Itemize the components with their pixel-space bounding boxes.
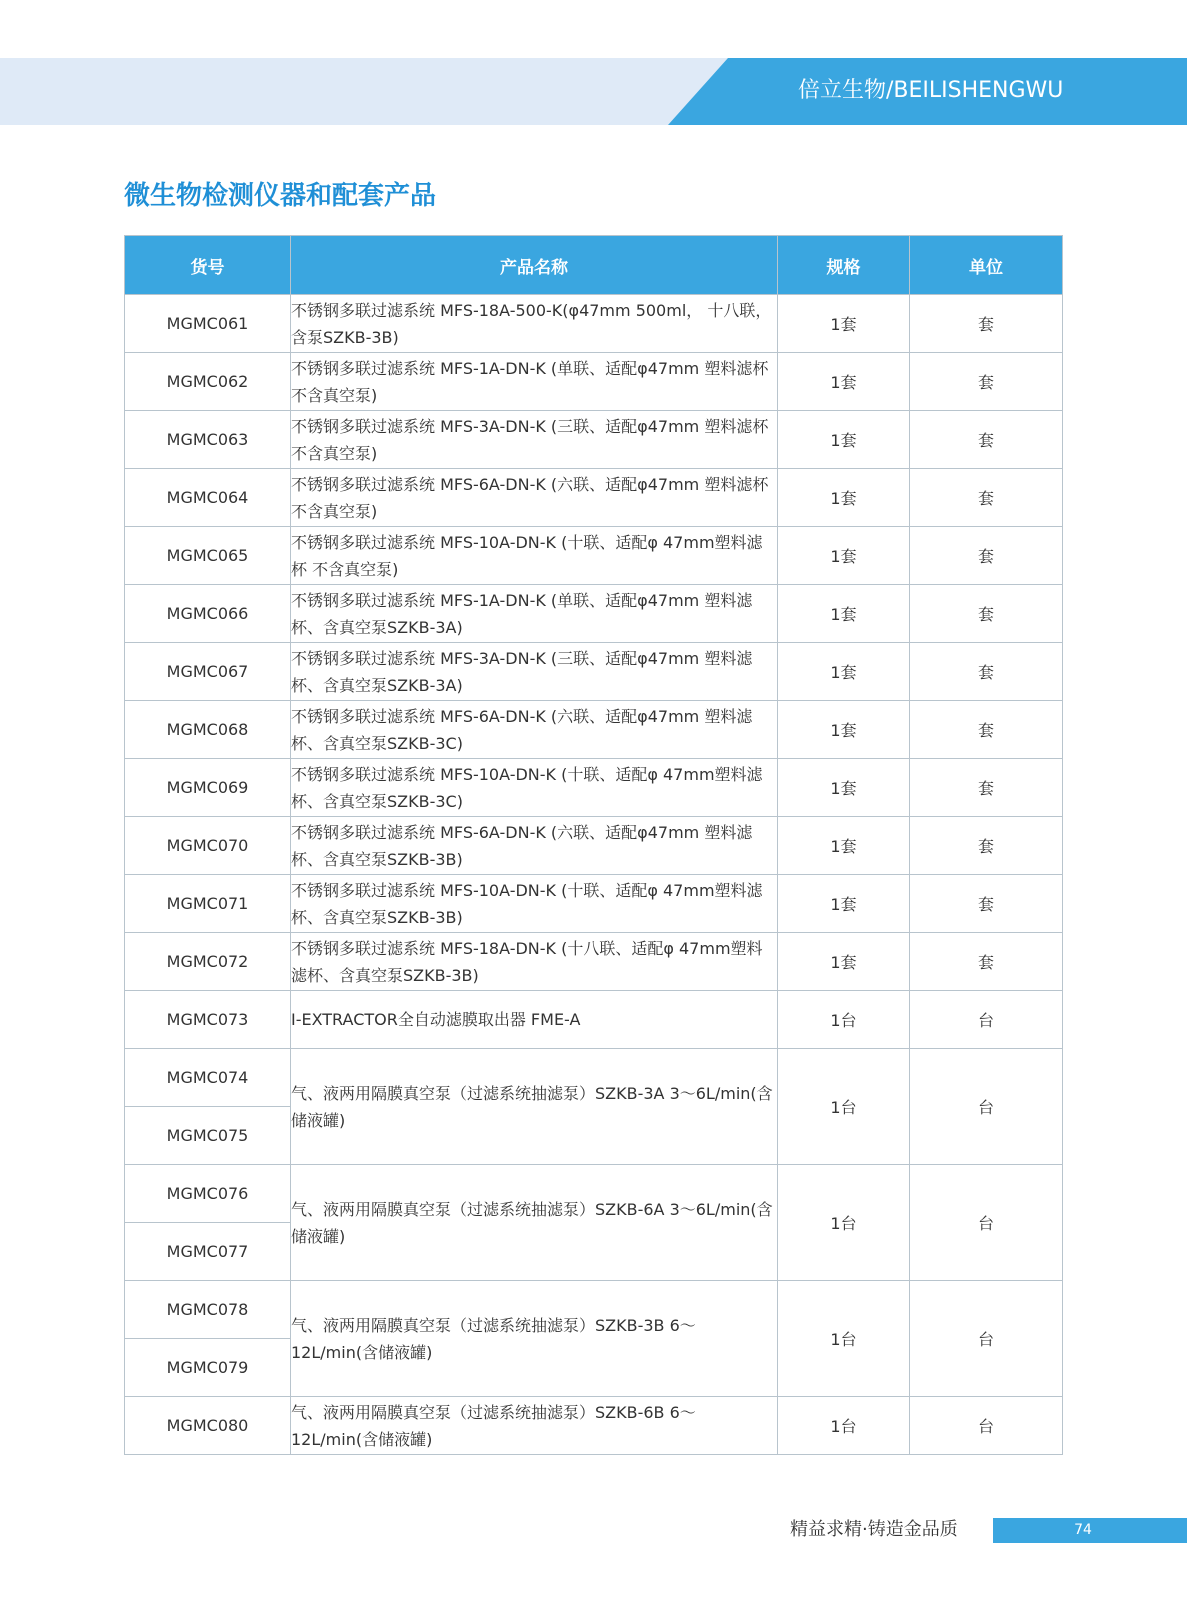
product-table: [124, 235, 1063, 1455]
product-name: 气、液两用隔膜真空泵（过滤系统抽滤泵）SZKB-6A 3～6L/min(含储液罐): [291, 1165, 778, 1281]
product-unit: 套: [910, 411, 1063, 469]
product-unit: 台: [910, 1281, 1063, 1397]
table-row: [125, 1281, 1063, 1339]
product-unit: 套: [910, 875, 1063, 933]
table-row: [125, 353, 1063, 411]
product-spec: 1套: [778, 295, 910, 353]
product-name: 不锈钢多联过滤系统 MFS-10A-DN-K (十联、适配φ 47mm塑料滤杯、含真空泵SZKB-3C): [291, 759, 778, 817]
table-row: [125, 585, 1063, 643]
product-name: 不锈钢多联过滤系统 MFS-6A-DN-K (六联、适配φ47mm 塑料滤杯、含真空泵SZKB-3C): [291, 701, 778, 759]
product-code: MGMC062: [125, 353, 291, 411]
header-brand: 倍立生物/BEILISHENGWU: [798, 78, 1064, 103]
table-row: [125, 527, 1063, 585]
table-row: [125, 759, 1063, 817]
product-spec: 1套: [778, 353, 910, 411]
product-code: MGMC068: [125, 701, 291, 759]
product-code: MGMC079: [125, 1339, 291, 1397]
table-row: [125, 295, 1063, 353]
product-code: MGMC076: [125, 1165, 291, 1223]
column-header-unit: 单位: [910, 236, 1063, 295]
page-title: 微生物检测仪器和配套产品: [124, 181, 437, 211]
table-row: [125, 1049, 1063, 1107]
product-name: 不锈钢多联过滤系统 MFS-6A-DN-K (六联、适配φ47mm 塑料滤杯、含真空泵SZKB-3B): [291, 817, 778, 875]
product-code: MGMC063: [125, 411, 291, 469]
product-name: 气、液两用隔膜真空泵（过滤系统抽滤泵）SZKB-3B 6～12L/min(含储液罐): [291, 1281, 778, 1397]
product-name: 不锈钢多联过滤系统 MFS-3A-DN-K (三联、适配φ47mm 塑料滤杯、含真空泵SZKB-3A): [291, 643, 778, 701]
product-code: MGMC077: [125, 1223, 291, 1281]
table-row: [125, 1397, 1063, 1455]
product-spec: 1套: [778, 585, 910, 643]
product-spec: 1台: [778, 991, 910, 1049]
product-name: 气、液两用隔膜真空泵（过滤系统抽滤泵）SZKB-3A 3～6L/min(含储液罐): [291, 1049, 778, 1165]
product-name: 气、液两用隔膜真空泵（过滤系统抽滤泵）SZKB-6B 6～12L/min(含储液罐): [291, 1397, 778, 1455]
product-spec: 1套: [778, 759, 910, 817]
product-spec: 1套: [778, 875, 910, 933]
column-header-name: 产品名称: [291, 236, 778, 295]
product-unit: 套: [910, 759, 1063, 817]
product-unit: 套: [910, 585, 1063, 643]
product-name: 不锈钢多联过滤系统 MFS-1A-DN-K (单联、适配φ47mm 塑料滤杯、含真空泵SZKB-3A): [291, 585, 778, 643]
product-name: 不锈钢多联过滤系统 MFS-10A-DN-K (十联、适配φ 47mm塑料滤杯 不含真空泵): [291, 527, 778, 585]
product-spec: 1套: [778, 643, 910, 701]
product-spec: 1台: [778, 1397, 910, 1455]
table-row: [125, 701, 1063, 759]
product-code: MGMC065: [125, 527, 291, 585]
product-spec: 1套: [778, 817, 910, 875]
product-code: MGMC075: [125, 1107, 291, 1165]
product-unit: 台: [910, 1397, 1063, 1455]
product-unit: 台: [910, 1049, 1063, 1165]
product-spec: 1套: [778, 527, 910, 585]
product-name: 不锈钢多联过滤系统 MFS-3A-DN-K (三联、适配φ47mm 塑料滤杯 不含真空泵): [291, 411, 778, 469]
product-code: MGMC064: [125, 469, 291, 527]
product-code: MGMC070: [125, 817, 291, 875]
product-spec: 1套: [778, 933, 910, 991]
product-code: MGMC073: [125, 991, 291, 1049]
table-header-row: [125, 236, 1063, 295]
table-row: [125, 411, 1063, 469]
page-number: 74: [1074, 1522, 1092, 1538]
table-row: [125, 469, 1063, 527]
product-unit: 套: [910, 643, 1063, 701]
product-code: MGMC067: [125, 643, 291, 701]
product-spec: 1套: [778, 469, 910, 527]
product-spec: 1台: [778, 1049, 910, 1165]
product-code: MGMC069: [125, 759, 291, 817]
product-unit: 套: [910, 817, 1063, 875]
product-spec: 1套: [778, 701, 910, 759]
table-row: [125, 991, 1063, 1049]
table-row: [125, 875, 1063, 933]
product-unit: 台: [910, 1165, 1063, 1281]
product-name: 不锈钢多联过滤系统 MFS-10A-DN-K (十联、适配φ 47mm塑料滤杯、含真空泵SZKB-3B): [291, 875, 778, 933]
table-row: [125, 817, 1063, 875]
column-header-code: 货号: [125, 236, 291, 295]
product-spec: 1台: [778, 1281, 910, 1397]
product-unit: 套: [910, 353, 1063, 411]
product-unit: 套: [910, 527, 1063, 585]
product-name: 不锈钢多联过滤系统 MFS-6A-DN-K (六联、适配φ47mm 塑料滤杯 不含真空泵): [291, 469, 778, 527]
product-name: I-EXTRACTOR全自动滤膜取出器 FME-A: [291, 991, 778, 1049]
product-spec: 1套: [778, 411, 910, 469]
product-spec: 1台: [778, 1165, 910, 1281]
product-name: 不锈钢多联过滤系统 MFS-18A-500-K(φ47mm 500ml， 十八联，含泵SZKB-3B): [291, 295, 778, 353]
product-unit: 套: [910, 701, 1063, 759]
footer-slogan: 精益求精·铸造金品质: [790, 1519, 958, 1540]
table-row: [125, 1165, 1063, 1223]
table-row: [125, 643, 1063, 701]
product-code: MGMC078: [125, 1281, 291, 1339]
column-header-spec: 规格: [778, 236, 910, 295]
product-code: MGMC074: [125, 1049, 291, 1107]
product-name: 不锈钢多联过滤系统 MFS-18A-DN-K (十八联、适配φ 47mm塑料滤杯、含真空泵SZKB-3B): [291, 933, 778, 991]
product-code: MGMC071: [125, 875, 291, 933]
product-code: MGMC072: [125, 933, 291, 991]
table-row: [125, 933, 1063, 991]
product-unit: 套: [910, 295, 1063, 353]
product-name: 不锈钢多联过滤系统 MFS-1A-DN-K (单联、适配φ47mm 塑料滤杯 不含真空泵): [291, 353, 778, 411]
product-unit: 台: [910, 991, 1063, 1049]
product-code: MGMC066: [125, 585, 291, 643]
product-unit: 套: [910, 469, 1063, 527]
product-unit: 套: [910, 933, 1063, 991]
product-code: MGMC061: [125, 295, 291, 353]
product-code: MGMC080: [125, 1397, 291, 1455]
